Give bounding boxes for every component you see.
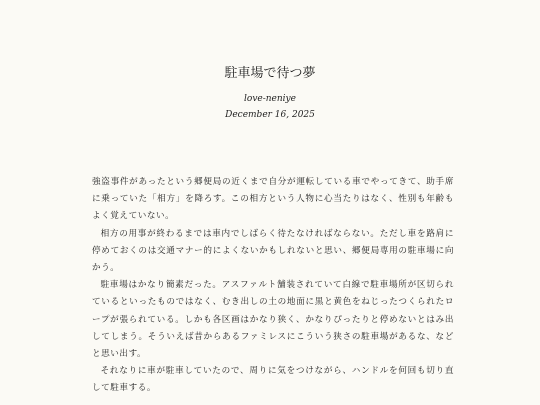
- paragraph-4: それなりに車が駐車していたので、周りに気をつけながら、ハンドルを何回も切り直して駐車する。: [92, 366, 454, 394]
- paragraph-1: 強盗事件があったという郷便局の近くまで自分が運転している車でやってきて、助手席に乗っていた「相方」を降ろす。この相方という人物に心当たりはなく、性別も年齢もよく覚えていない。: [92, 177, 454, 222]
- document-date: December 16, 2025: [225, 110, 315, 120]
- document-body: [92, 174, 454, 398]
- paragraph-2: 相方の用事が終わるまでは車内でしばらく待たなければならない。ただし車を路肩に停めておくのは交通マナー的によくないかもしれないと思い、郷便局専用の駐車場に向かう。: [92, 228, 454, 274]
- document-title: 駐車場で待つ夢: [224, 66, 316, 81]
- paragraph-3: 駐車場はかなり簡素だった。アスファルト舗装されていて白線で駐車場所が区切られているといったものではなく、むき出しの土の地面に黒と黄色をねじったつくられたロープが張られている。しかも各区画はかなり狭く、かなりぴったりと停めないとはみ出してしまう。そういえば昔からあるファミレスにこういう狭さの駐車場があるな、などと思い出す。: [92, 280, 454, 360]
- document-author: love-neniye: [244, 94, 296, 104]
